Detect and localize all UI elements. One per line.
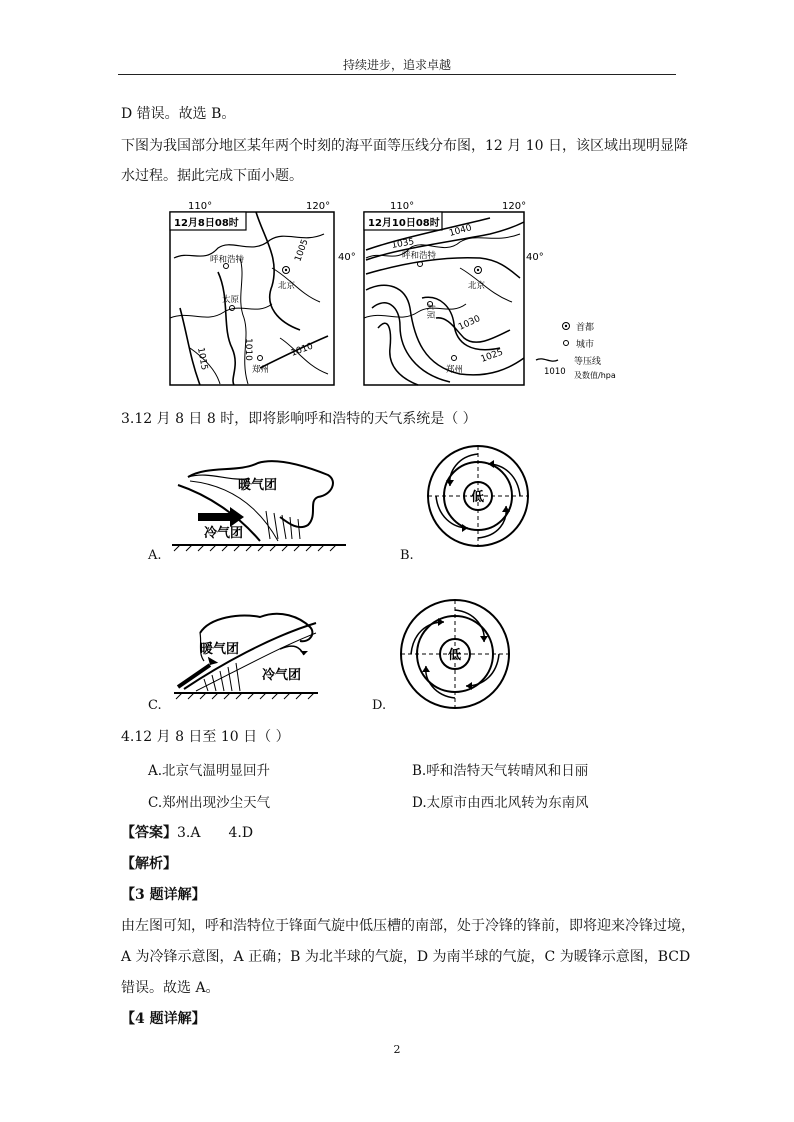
isobar-maps-figure <box>160 198 680 390</box>
q3-analysis-line: 错误。故选 A。 <box>121 980 220 996</box>
cold-air-arrow <box>198 507 244 527</box>
q4-option-d: D.太原市由西北风转为东南风 <box>412 795 589 811</box>
map2-city-hohhot: 呼和浩特 <box>402 251 437 261</box>
q3a-cold-air: 冷气团 <box>204 526 244 541</box>
map1-lon-left: 110° <box>188 201 213 212</box>
map1-city-hohhot: 呼和浩特 <box>210 255 245 265</box>
map1-iso-1015: 1015 <box>195 346 209 372</box>
q3-option-a-label: A. <box>148 548 162 563</box>
q4-option-b: B.呼和浩特天气转晴风和日丽 <box>412 763 589 779</box>
map1-iso-1010a: 1010 <box>243 338 253 361</box>
intro-line: 水过程。据此完成下面小题。 <box>121 168 303 184</box>
legend-iso-value: 1010 <box>544 367 566 377</box>
map2-lon-right: 120° <box>502 201 527 212</box>
q3-figure-cyclone-north <box>424 442 532 550</box>
map2-title: 12月10日08时 <box>368 218 440 229</box>
map1-city-beijing: 北京 <box>278 281 296 291</box>
legend-iso-unit: 及数值/hpa <box>574 371 616 380</box>
analysis-label: 【解析】 <box>121 856 177 872</box>
map1-title: 12月8日08时 <box>174 218 239 229</box>
q3-option-d-label: D. <box>372 698 387 713</box>
legend-capital: 首都 <box>576 323 595 333</box>
answer-q3: 3.A <box>177 825 201 841</box>
map1-city-taiyuan: 太原 <box>222 295 240 305</box>
map2-city-marker <box>452 356 457 361</box>
map-dec10 <box>364 201 544 385</box>
map2-lon-left: 110° <box>390 201 415 212</box>
legend-city: 城市 <box>576 340 595 350</box>
page-number: 2 <box>393 1043 401 1056</box>
map2-lat: 40° <box>526 252 544 263</box>
q3-analysis-line: A 为冷锋示意图，A 正确；B 为北半球的气旋，D 为南半球的气旋，C 为暖锋示意图，BCD <box>121 949 691 965</box>
map-legend <box>536 321 616 380</box>
map1-lon-right: 120° <box>306 201 331 212</box>
q3c-cold-air: 冷气团 <box>262 668 302 683</box>
page-header: 持续进步，追求卓越 <box>342 58 451 72</box>
map1-lat: 40° <box>338 252 356 263</box>
map1-iso-1005: 1005 <box>293 238 311 264</box>
map1-city-marker <box>258 356 263 361</box>
answer-line <box>121 822 253 842</box>
text-line: D 错误。故选 B。 <box>121 106 236 122</box>
q3-figure-warm-front <box>170 603 322 706</box>
q3-option-b-label: B. <box>400 548 414 563</box>
map2-city-taiyuan: 太原 <box>425 302 435 320</box>
q3-stem: 3.12 月 8 日 8 时，即将影响呼和浩特的天气系统是（ ） <box>121 411 477 427</box>
q4-option-c: C.郑州出现沙尘天气 <box>148 795 271 811</box>
q3-analysis-title: 【3 题详解】 <box>121 887 206 903</box>
map1-city-zhengzhou: 郑州 <box>252 365 270 375</box>
q3a-warm-air: 暖气团 <box>238 478 278 493</box>
q3-analysis-line: 由左图可知，呼和浩特位于锋面气旋中低压槽的南部，处于冷锋的锋前，即将迎来冷锋过境， <box>121 918 695 934</box>
map2-iso-1030: 1030 <box>457 313 483 333</box>
answer-label: 【答案】 <box>121 825 177 841</box>
q4-analysis-title: 【4 题详解】 <box>121 1011 206 1027</box>
q4-option-a: A.北京气温明显回升 <box>148 763 271 779</box>
map2-city-beijing: 北京 <box>468 281 486 291</box>
q3-figure-cold-front <box>168 455 350 558</box>
map1-iso-1010b: 1010 <box>289 341 315 359</box>
map2-iso-1040: 1040 <box>448 223 473 239</box>
q3b-low: 低 <box>471 490 485 505</box>
answer-q4: 4.D <box>228 825 254 841</box>
legend-iso-line: 等压线 <box>574 357 602 367</box>
q3-figure-cyclone-south <box>394 598 516 710</box>
q3-option-c-label: C. <box>148 698 162 713</box>
q3d-low: 低 <box>448 648 462 663</box>
map2-iso-1035: 1035 <box>390 237 416 251</box>
map2-iso-1025: 1025 <box>479 347 505 365</box>
q4-stem: 4.12 月 8 日至 10 日（ ） <box>121 729 290 745</box>
map-dec8 <box>170 201 356 385</box>
intro-line: 下图为我国部分地区某年两个时刻的海平面等压线分布图，12 月 10 日，该区域出现明显降 <box>121 138 688 154</box>
header-rule <box>118 74 676 75</box>
q3c-warm-air: 暖气团 <box>200 642 240 657</box>
map2-city-zhengzhou: 郑州 <box>446 365 464 375</box>
